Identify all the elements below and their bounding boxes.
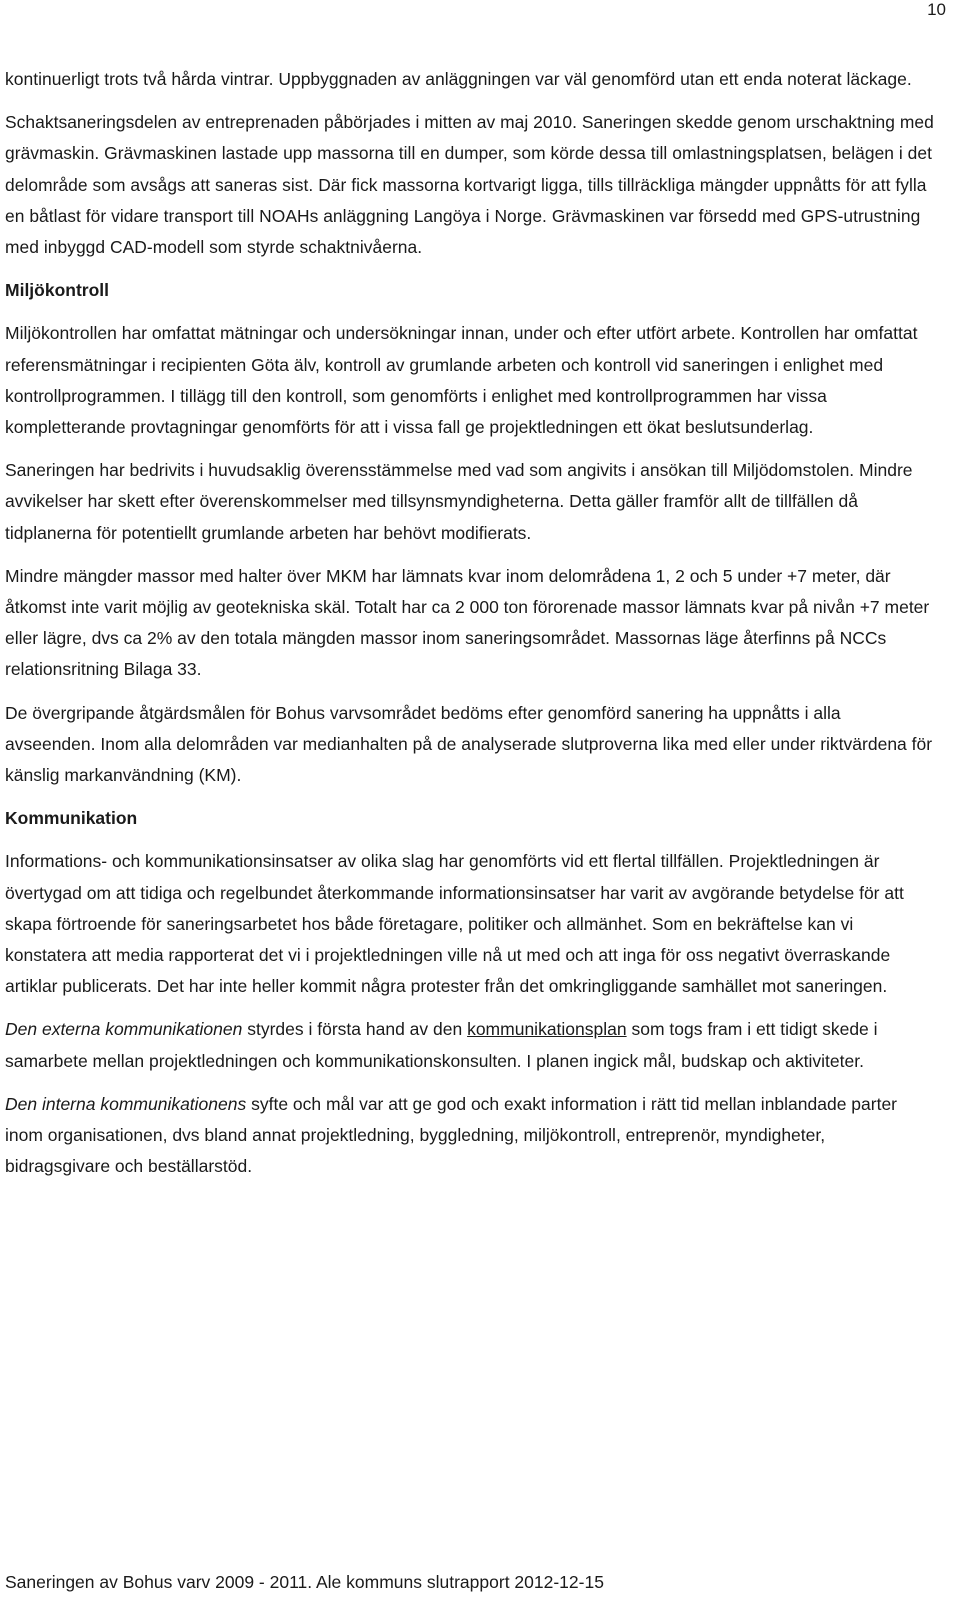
paragraph-intern-kommunikation xyxy=(5,1089,935,1183)
paragraph-saneringen-bedrivits: Saneringen har bedrivits i huvudsaklig överensstämmelse med vad som angivits i ansökan till Miljödomstolen. Mindre avvikelser har skett efter överenskommelser med tillsynsmyndigheterna. Detta gäller framför allt de tillfällen då tidplanerna för potentiellt grumlande arbeten har behövt modifierats. xyxy=(5,460,913,543)
heading-kommunikation: Kommunikation xyxy=(5,808,138,829)
paragraph-atgardsmalen: De övergripande åtgärdsmålen för Bohus varvsområdet bedöms efter genomförd sanering ha uppnåtts i alla avseenden. Inom alla delområden var medianhalten på de analyserade slutproverna lika med eller under riktvärdena för känslig markanvändning (KM). xyxy=(5,702,933,786)
extern-kommunikation-text-a: styrdes i första hand av den xyxy=(242,1019,468,1040)
paragraph-informationsinsatser: Informations- och kommunikationsinsatser av olika slag har genomförts vid ett flertal tillfällen. Projektledningen är övertygad om att tidiga och regelbundet återkommande informationsinsatser har varit av avgörande betydelse för att skapa förtroende för saneringsarbetet hos både företagare, politiker och allmänhet. Som en bekräftelse kan vi konstatera att media rapporterat det vi i projektledningen ville nå ut med och att inga för oss negativt överraskande artiklar publicerats. Det har inte heller kommit några protester från det omkringliggande samhället mot saneringen. xyxy=(5,851,904,997)
paragraph-mindre-mangder: Mindre mängder massor med halter över MKM har lämnats kvar inom delområdena 1, 2 och 5 under +7 meter, där åtkomst inte varit möjlig av geotekniska skäl. Totalt har ca 2 000 ton förorenade massor lämnats kvar på nivån +7 meter eller lägre, dvs ca 2% av den totala mängden massor inom saneringsområdet. Massornas läge återfinns på NCCs relationsritning Bilaga 33. xyxy=(5,565,930,680)
page-number: 10 xyxy=(927,0,946,19)
paragraph-schaktsanering-part1: Schaktsaneringsdelen av entreprenaden påbörjades i mitten av maj 2010. Saneringen skedde genom urschaktning med grävmaskin. Grävmaskinen lastade upp massorna till en dumper, som körde dessa till omlastningsplatsen, belägen i det delområde som avsågs att saneras sist. xyxy=(5,112,934,195)
paragraph-schaktsanering xyxy=(5,107,935,263)
intern-kommunikation-text: syfte och mål var att ge god och exakt information i rätt tid mellan inblandade parter inom organisationen, dvs bland annat projektledning, byggledning, miljökontroll, entreprenör, myndigheter, bidragsgivare och beställarstöd. xyxy=(5,1093,898,1177)
paragraph-schaktsanering-part2: Där fick massorna kortvarigt ligga, tills tillräckliga mängder uppnåtts för att fylla en båtlast för vidare transport till NOAHs anläggning Langöya i Norge. Grävmaskinen var försedd med GPS-utrustning med inbyggd CAD-modell som styrde schaktnivåerna. xyxy=(5,174,927,258)
extern-kommunikation-text-b: som togs fram i ett tidigt skede i samarbete mellan projektledningen och kommunikationskonsulten. I planen ingick mål, budskap och aktiviteter. xyxy=(5,1019,878,1071)
extern-kommunikation-term: Den externa kommunikationen xyxy=(5,1019,243,1040)
paragraph-anlaggning: kontinuerligt trots två hårda vintrar. Uppbyggnaden av anläggningen var väl genomförd utan ett enda noterat läckage. xyxy=(5,69,912,89)
intern-kommunikation-term: Den interna kommunikationens xyxy=(5,1093,247,1114)
document-body xyxy=(5,64,935,1195)
heading-miljokontroll: Miljökontroll xyxy=(5,280,110,301)
kommunikationsplan-link[interactable]: kommunikationsplan xyxy=(467,1019,627,1040)
paragraph-extern-kommunikation xyxy=(5,1014,935,1076)
paragraph-miljokontroll: Miljökontrollen har omfattat mätningar och undersökningar innan, under och efter utfört arbete. Kontrollen har omfattat referensmätningar i recipienten Göta älv, kontroll av grumlande arbeten och kontroll vid saneringen i enlighet med kontrollprogrammen. I tillägg till den kontroll, som genomförts i enlighet med kontrollprogrammen har vissa kompletterande provtagningar genomförts för att i vissa fall ge projektledningen ett ökat beslutsunderlag. xyxy=(5,323,918,438)
page-footer: Saneringen av Bohus varv 2009 - 2011. Ale kommuns slutrapport 2012-12-15 xyxy=(5,1572,604,1592)
